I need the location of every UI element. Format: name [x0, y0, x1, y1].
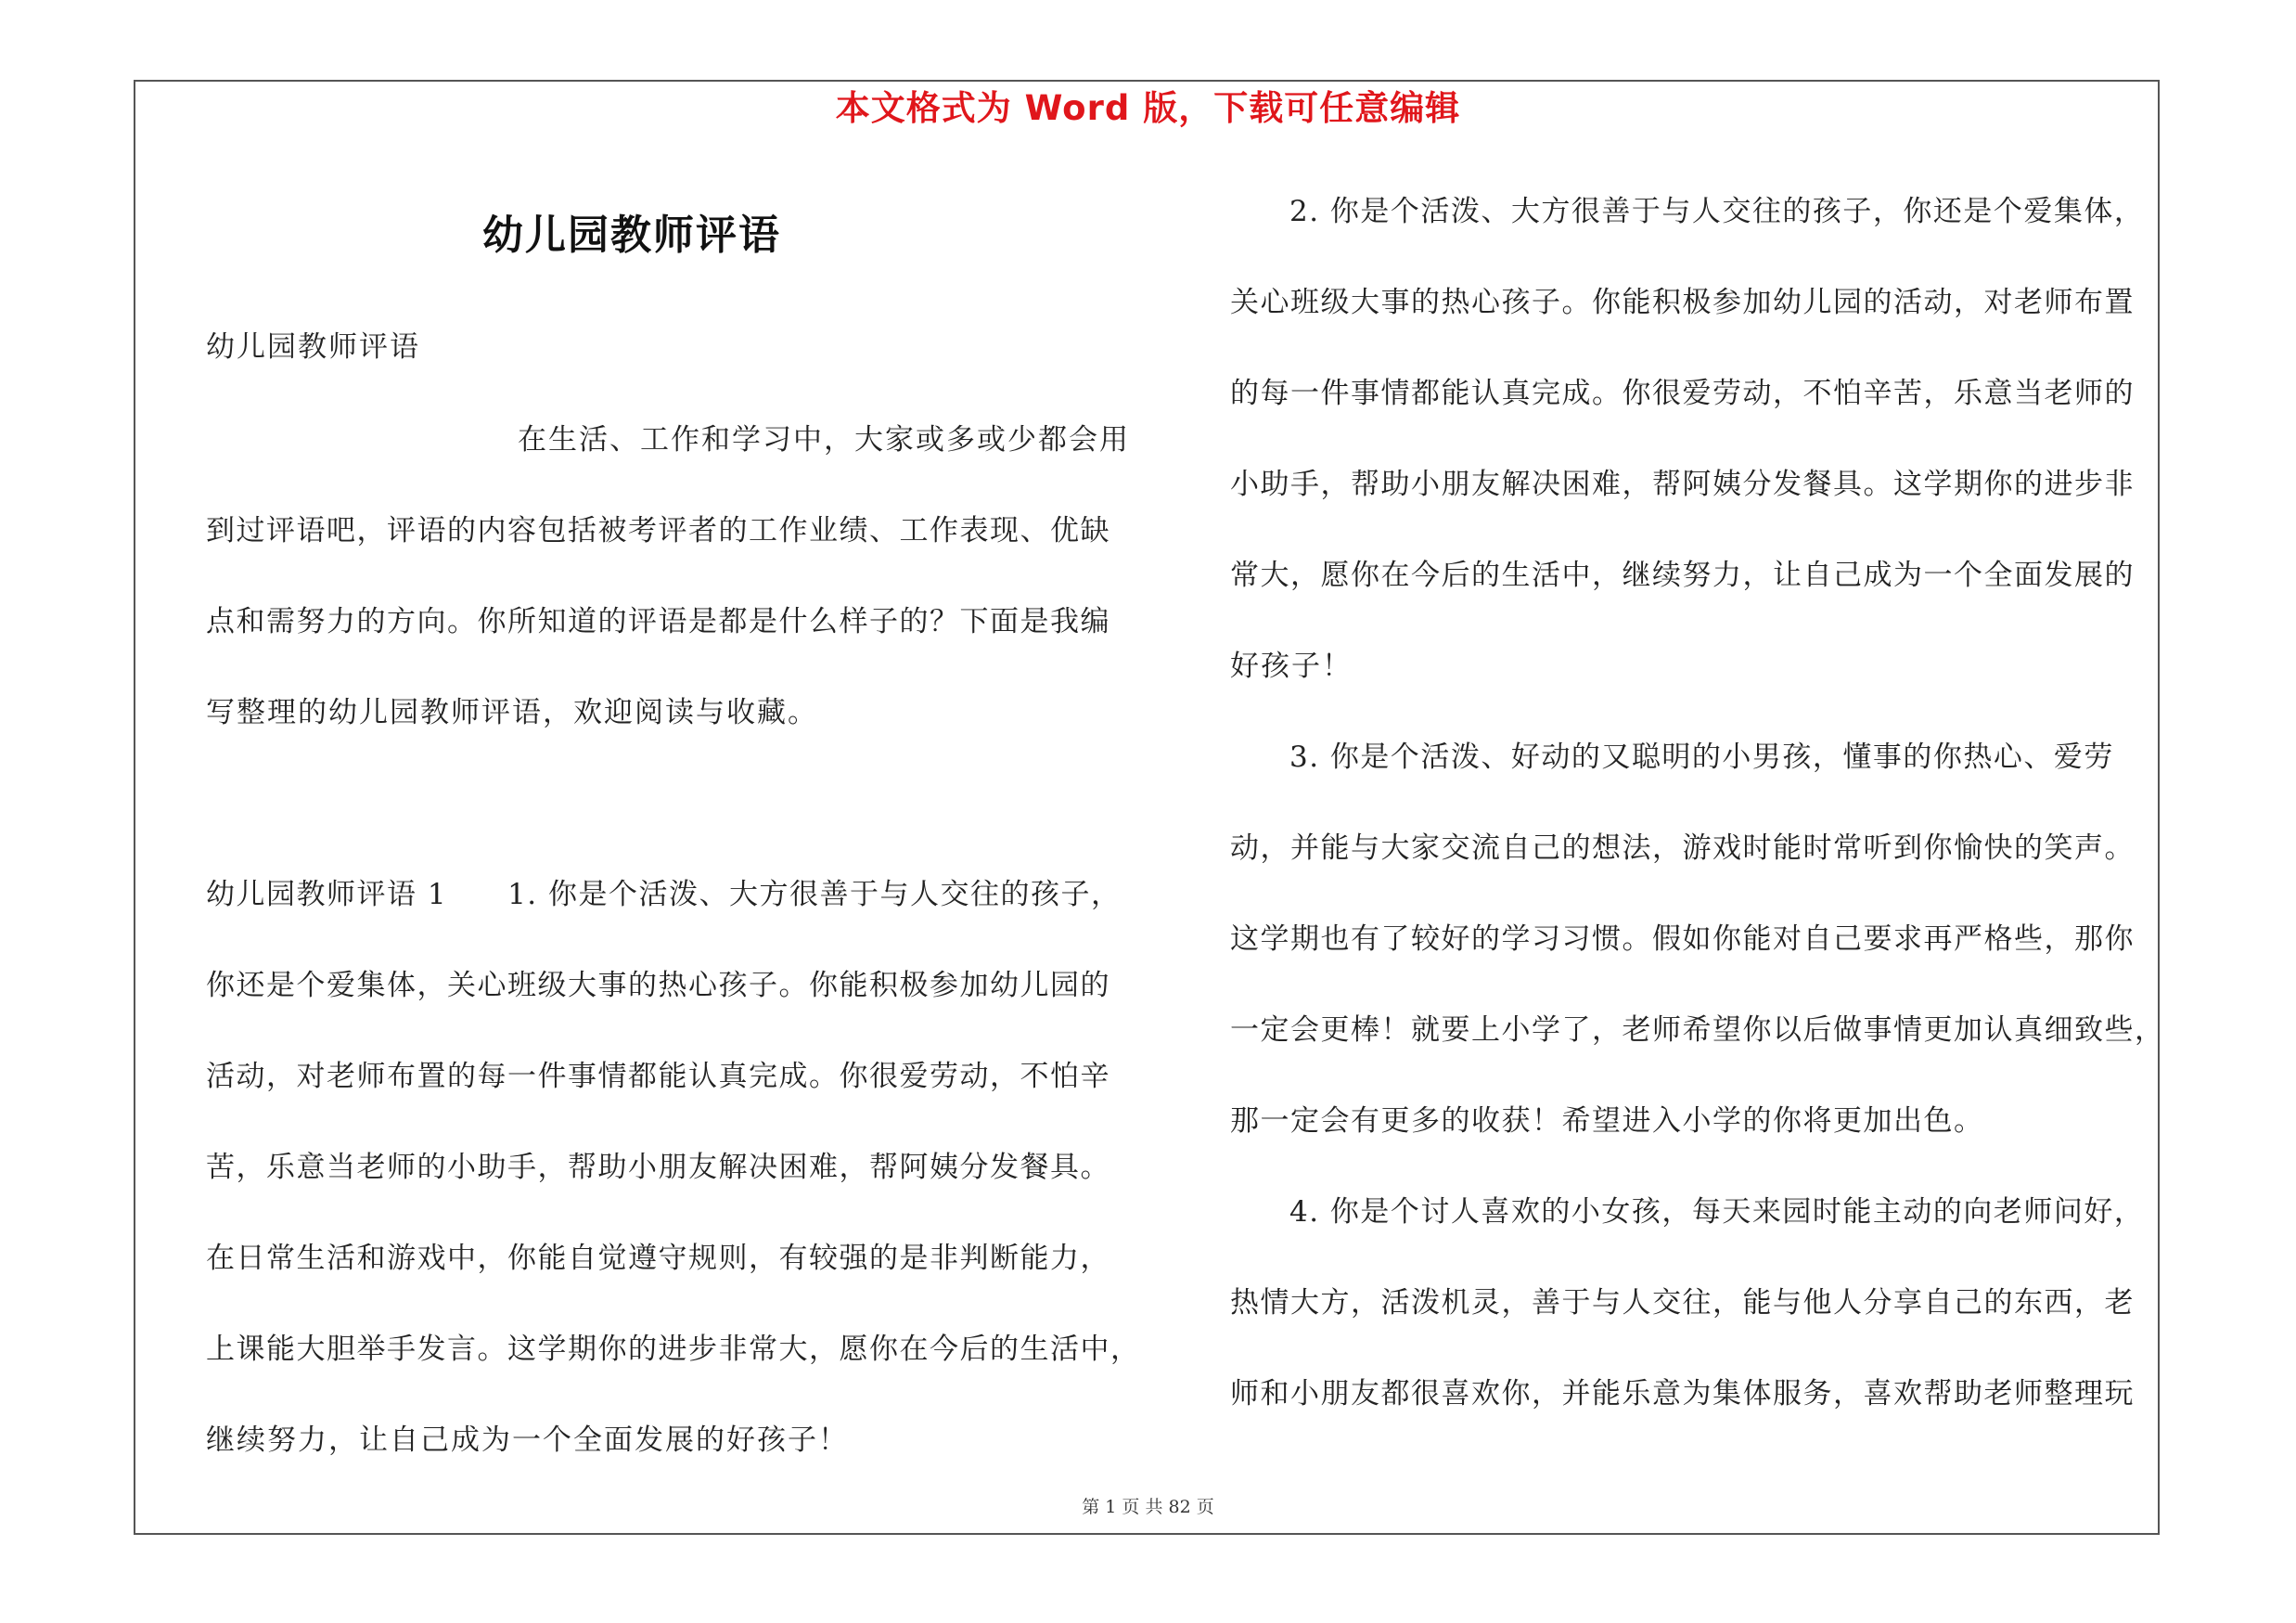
left-paragraph-line: 你还是个爱集体，关心班级大事的热心孩子。你能积极参加幼儿园的 [206, 969, 1110, 1002]
right-paragraph-line: 3. 你是个活泼、好动的又聪明的小男孩，懂事的你热心、爱劳 [1289, 741, 2114, 774]
right-paragraph-line: 4. 你是个讨人喜欢的小女孩，每天来园时能主动的向老师问好， [1289, 1195, 2145, 1229]
right-paragraph-line: 常大，愿你在今后的生活中，继续努力，让自己成为一个全面发展的 [1230, 559, 2135, 592]
document-title: 幼儿园教师评语 [482, 212, 781, 259]
word-format-banner: 本文格式为 Word 版，下载可任意编辑 [835, 88, 1461, 128]
right-paragraph-line: 一定会更棒！就要上小学了，老师希望你以后做事情更加认真细致些， [1230, 1013, 2165, 1047]
page-number-footer: 第 1 页 共 82 页 [1082, 1497, 1214, 1517]
left-subtitle: 幼儿园教师评语 [206, 330, 420, 364]
right-paragraph-line: 这学期也有了较好的学习习惯。假如你能对自己要求再严格些，那你 [1230, 922, 2135, 956]
left-paragraph-line: 上课能大胆举手发言。这学期你的进步非常大，愿你在今后的生活中， [206, 1333, 1141, 1366]
left-paragraph-line: 幼儿园教师评语 1 1. 你是个活泼、大方很善于与人交往的孩子， [206, 878, 1122, 911]
left-paragraph-line: 点和需努力的方向。你所知道的评语是都是什么样子的？下面是我编 [206, 605, 1110, 638]
left-paragraph-line: 在生活、工作和学习中，大家或多或少都会用 [518, 423, 1130, 457]
right-paragraph-line: 的每一件事情都能认真完成。你很爱劳动，不怕辛苦，乐意当老师的 [1230, 377, 2135, 410]
left-paragraph-line: 到过评语吧，评语的内容包括被考评者的工作业绩、工作表现、优缺 [206, 514, 1110, 547]
right-paragraph-line: 2. 你是个活泼、大方很善于与人交往的孩子，你还是个爱集体， [1289, 195, 2145, 228]
left-paragraph-line: 继续努力，让自己成为一个全面发展的好孩子！ [206, 1423, 849, 1457]
left-paragraph-line: 活动，对老师布置的每一件事情都能认真完成。你很爱劳动，不怕辛 [206, 1060, 1110, 1093]
right-paragraph-line: 关心班级大事的热心孩子。你能积极参加幼儿园的活动，对老师布置 [1230, 286, 2135, 319]
left-paragraph-line: 写整理的幼儿园教师评语，欢迎阅读与收藏。 [206, 696, 818, 729]
right-paragraph-line: 热情大方，活泼机灵，善于与人交往，能与他人分享自己的东西，老 [1230, 1286, 2135, 1320]
right-paragraph-line: 师和小朋友都很喜欢你，并能乐意为集体服务，喜欢帮助老师整理玩 [1230, 1377, 2135, 1410]
right-paragraph-line: 好孩子！ [1230, 650, 1353, 683]
left-paragraph-line: 苦，乐意当老师的小助手，帮助小朋友解决困难，帮阿姨分发餐具。 [206, 1151, 1110, 1184]
left-paragraph-line: 在日常生活和游戏中，你能自觉遵守规则，有较强的是非判断能力， [206, 1242, 1110, 1275]
right-paragraph-line: 动，并能与大家交流自己的想法，游戏时能时常听到你愉快的笑声。 [1230, 831, 2135, 865]
right-paragraph-line: 小助手，帮助小朋友解决困难，帮阿姨分发餐具。这学期你的进步非 [1230, 468, 2135, 501]
right-paragraph-line: 那一定会有更多的收获！希望进入小学的你将更加出色。 [1230, 1104, 1984, 1138]
